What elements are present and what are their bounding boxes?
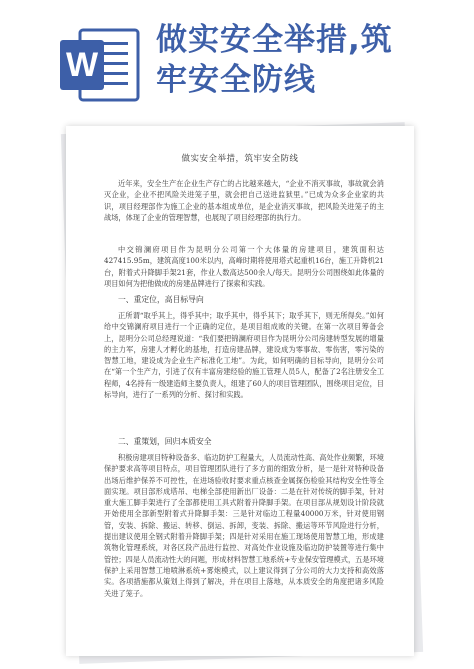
heading-line-2: 牢安全防线 [156, 62, 316, 98]
section-heading-1: 一、重定位，高目标导向 [118, 295, 204, 304]
paragraph-intro: 近年来，安全生产在企业生产存亡的占比越来越大，“企业不消灭事故，事故就会消灭企业，企业不把风险关进笼子里，就会把自己送进监狱里。”已成为众多企业家的共识，项目经理部作为施工企业的基本组成单位，是企业消灭事故，把风险关进笼子的主战场，体现了企业的管理智慧，也展现了项目经理部的执行力。 [104, 179, 384, 222]
section-heading-2: 二、重策划，回归本质安全 [118, 437, 212, 446]
document-title: 做实安全举措，筑牢安全防线 [181, 154, 299, 164]
svg-text:W: W [65, 46, 99, 84]
paragraph-positioning: 正所谓“取乎其上，得乎其中；取乎其中，得乎其下；取乎其下，则无所得矣。”如何给中交锦澜府项目进行一个正确的定位，是项目组成败的关键。在第一次项目筹备会上，昆明分公司总经理说道：“我们要把锦澜府项目作为昆明分公司房建转型发展的增量的主力军，房建人才孵化的基地，打造房建品牌，建设成为零事故、零伤害，零污染的智慧工地，建设成为企业生产标准化工地”。为此，如何明确的目标导向，昆明分公司在“第一个生产力，引进了仅有丰富房建经验的施工管理人员5人，配备了2名注册安全工程师，4名持有一级建造师主要负责人，组建了60人的项目管理团队，围绕项目定位，目标导向，进行了一系列的分析、探讨和实践。 [104, 311, 384, 400]
top-banner [0, 0, 474, 118]
paragraph-project-overview: 中交锦澜府项目作为昆明分公司第一个大体量的房建项目，建筑面积达427415.95m，建筑高度100米以内，高峰时期将使用塔式起重机16台，施工升降机21台，附着式升降脚手架21套，作业人数高达500余人/每天。昆明分公司围绕如此体量的项目如何为把他做成的房建品牌进行了探索和实践。 [104, 245, 384, 288]
paragraph-planning: 积极房建项目特种设备多、临边防护工程量大，人员流动性高、高处作业频繁，环境保护要求高等项目特点，项目管理团队进行了多方面的细致分析，是一是针对特种设备出场后维护保养不可控性，在进场验收时要求重点核查金属探伤检验其结构安全性等全面实现。项目部形成塔吊、电梯全部使用新出厂设备：二是在针对传统的脚手架，针对重大施工脚手架进行了全部都使用工具式附着升降脚手架。在项目部从规划设计阶段就开始使用全部新型附着式升降脚手架：三是针对临边工程量40000万米，针对使用钢管，安装、拆除、搬运、转移、倒运、拆卸，变装、拆除、搬运等环节风险进行分析，提出建议使用全钢式附着升降脚手架；四是针对采用在施工现场使用智慧工地，形成建筑物化管理系统，对各区段产品进行监控、对高处作业设施及临边防护装置等进行集中管控；四是人员流动性大的问题，形成材料智慧工地系统+专业保安管理模式，五是环境保护上采用智慧工地喷淋系统+雾炮模式，以上建议得到了分公司的大力支持和高效落实。各项措施都从策划上得到了解决，并在项目上落地，从本质安全的角度把诸多风险关进了笼子。 [104, 453, 384, 598]
heading-line-1: 做实安全举措,筑 [156, 22, 393, 58]
document-heading [156, 20, 456, 100]
word-document-icon [58, 26, 142, 104]
document-page [66, 126, 414, 656]
